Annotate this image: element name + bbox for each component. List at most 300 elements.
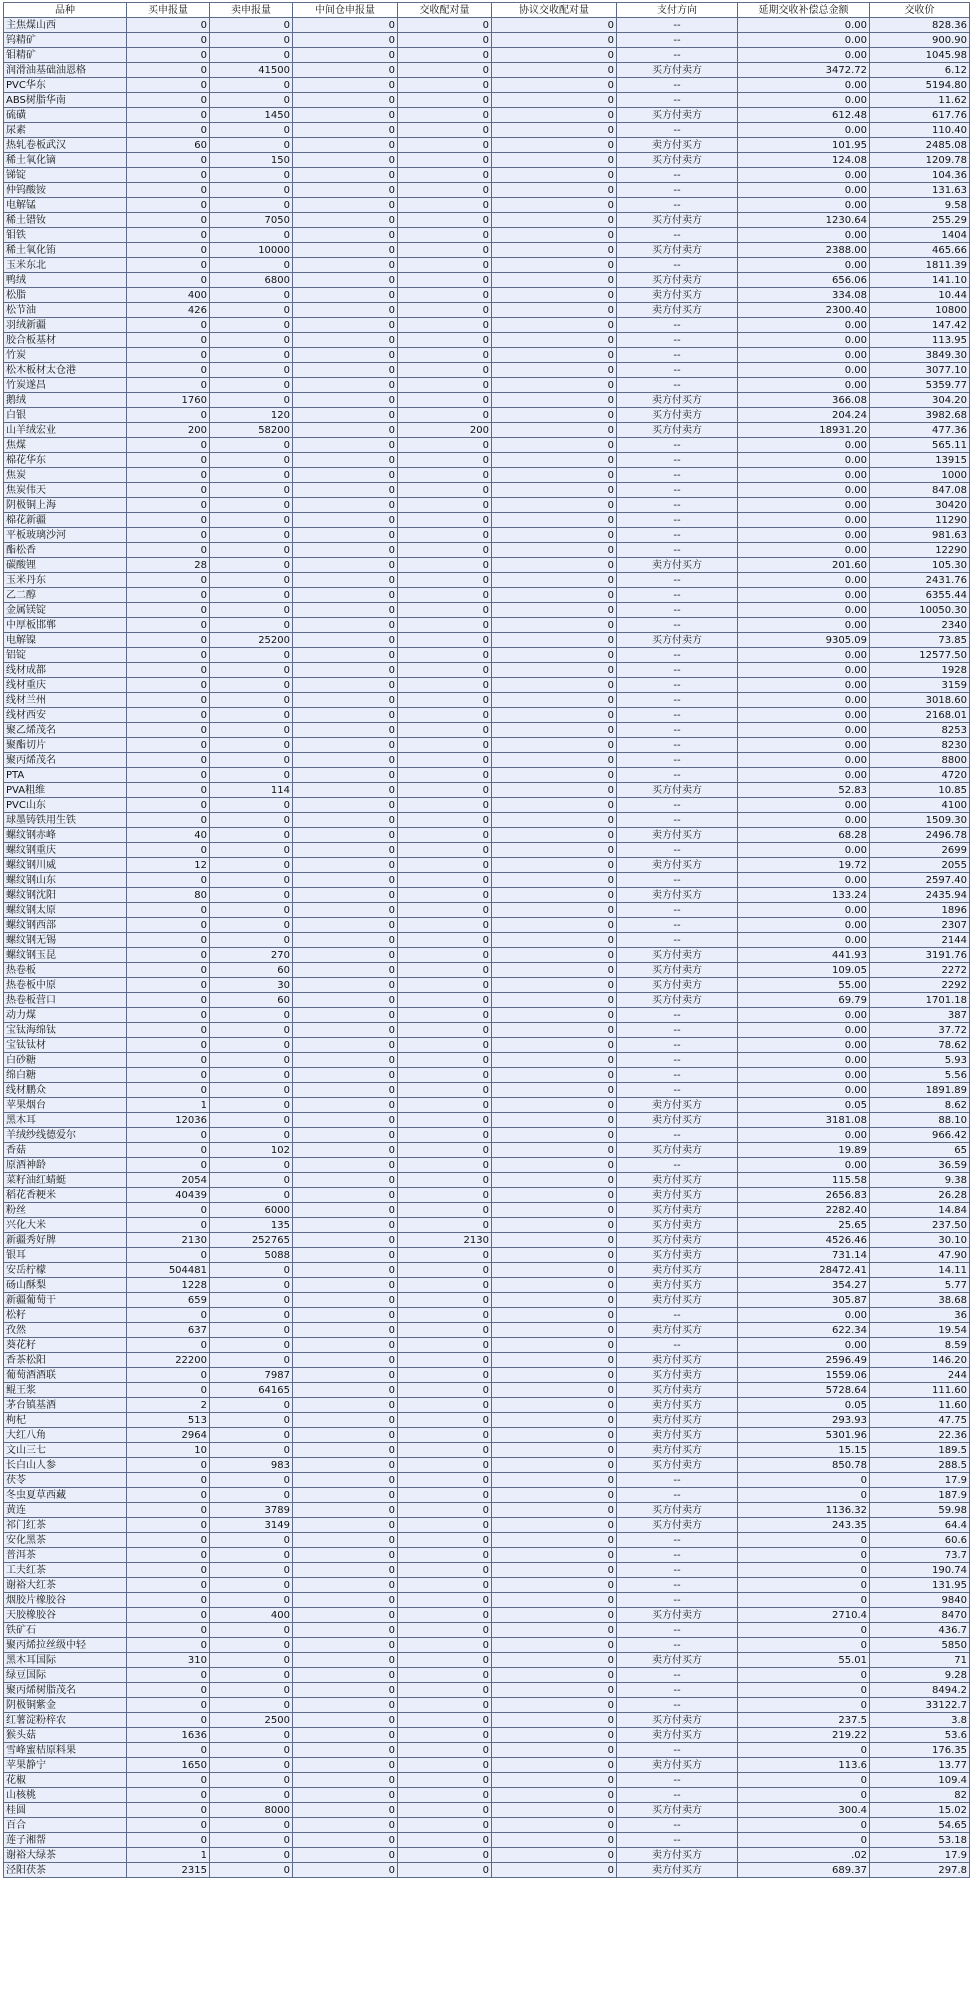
settlement-price-cell: 2144 (870, 933, 970, 948)
matched-volume-cell: 0 (398, 1143, 492, 1158)
sell-volume-cell: 0 (210, 813, 293, 828)
buy-volume-cell: 0 (127, 663, 210, 678)
sell-volume-cell: 0 (210, 1173, 293, 1188)
deferred-compensation-cell: 0.00 (738, 453, 870, 468)
sell-volume-cell: 0 (210, 1653, 293, 1668)
matched-volume-cell: 0 (398, 1848, 492, 1863)
deferred-compensation-cell: 366.08 (738, 393, 870, 408)
agreement-matched-cell: 0 (492, 228, 617, 243)
settlement-price-cell: 187.9 (870, 1488, 970, 1503)
table-row (4, 1323, 970, 1338)
deferred-compensation-cell: 0.00 (738, 723, 870, 738)
matched-volume-cell: 0 (398, 633, 492, 648)
payment-direction-cell: -- (617, 18, 738, 33)
buy-volume-cell: 0 (127, 618, 210, 633)
deferred-compensation-cell: 0.00 (738, 378, 870, 393)
matched-volume-cell: 0 (398, 1008, 492, 1023)
intermediate-warehouse-cell: 0 (293, 993, 398, 1008)
matched-volume-cell: 0 (398, 333, 492, 348)
agreement-matched-cell: 0 (492, 243, 617, 258)
matched-volume-cell: 0 (398, 468, 492, 483)
variety-cell: 润滑油基础油恩格 (4, 63, 127, 78)
buy-volume-cell: 310 (127, 1653, 210, 1668)
sell-volume-cell: 0 (210, 1353, 293, 1368)
variety-cell: 松脂 (4, 288, 127, 303)
agreement-matched-cell: 0 (492, 1248, 617, 1263)
variety-cell: 新疆葡萄干 (4, 1293, 127, 1308)
settlement-price-cell: 565.11 (870, 438, 970, 453)
agreement-matched-cell: 0 (492, 1368, 617, 1383)
table-row (4, 933, 970, 948)
agreement-matched-cell: 0 (492, 1473, 617, 1488)
intermediate-warehouse-cell: 0 (293, 1848, 398, 1863)
agreement-matched-cell: 0 (492, 1293, 617, 1308)
settlement-price-cell: 5.93 (870, 1053, 970, 1068)
agreement-matched-cell: 0 (492, 1443, 617, 1458)
agreement-matched-cell: 0 (492, 78, 617, 93)
payment-direction-cell: -- (617, 123, 738, 138)
payment-direction-cell: 卖方付买方 (617, 1758, 738, 1773)
payment-direction-cell: 卖方付买方 (617, 1173, 738, 1188)
matched-volume-cell: 0 (398, 903, 492, 918)
intermediate-warehouse-cell: 0 (293, 483, 398, 498)
payment-direction-cell: 买方付卖方 (617, 408, 738, 423)
settlement-price-cell: 1701.18 (870, 993, 970, 1008)
buy-volume-cell: 0 (127, 1713, 210, 1728)
settlement-price-cell: 297.8 (870, 1863, 970, 1878)
buy-volume-cell: 0 (127, 453, 210, 468)
intermediate-warehouse-cell: 0 (293, 168, 398, 183)
agreement-matched-cell: 0 (492, 198, 617, 213)
intermediate-warehouse-cell: 0 (293, 1443, 398, 1458)
buy-volume-cell: 0 (127, 93, 210, 108)
intermediate-warehouse-cell: 0 (293, 1428, 398, 1443)
agreement-matched-cell: 0 (492, 618, 617, 633)
agreement-matched-cell: 0 (492, 1803, 617, 1818)
settlement-price-cell: 387 (870, 1008, 970, 1023)
sell-volume-cell: 0 (210, 588, 293, 603)
agreement-matched-cell: 0 (492, 303, 617, 318)
matched-volume-cell: 0 (398, 1773, 492, 1788)
agreement-matched-cell: 0 (492, 138, 617, 153)
settlement-price-cell: 5850 (870, 1638, 970, 1653)
payment-direction-cell: -- (617, 573, 738, 588)
variety-cell: 热卷板中原 (4, 978, 127, 993)
intermediate-warehouse-cell: 0 (293, 1098, 398, 1113)
variety-cell: 焦炭伟天 (4, 483, 127, 498)
table-row (4, 843, 970, 858)
table-row (4, 1788, 970, 1803)
agreement-matched-cell: 0 (492, 468, 617, 483)
agreement-matched-cell: 0 (492, 123, 617, 138)
sell-volume-cell: 270 (210, 948, 293, 963)
payment-direction-cell: 卖方付买方 (617, 1428, 738, 1443)
deferred-compensation-cell: 0.00 (738, 603, 870, 618)
sell-volume-cell: 7987 (210, 1368, 293, 1383)
buy-volume-cell: 0 (127, 1458, 210, 1473)
agreement-matched-cell: 0 (492, 1068, 617, 1083)
table-row (4, 408, 970, 423)
table-row (4, 573, 970, 588)
agreement-matched-cell: 0 (492, 558, 617, 573)
payment-direction-cell: -- (617, 1053, 738, 1068)
deferred-compensation-cell: 3181.08 (738, 1113, 870, 1128)
table-row (4, 438, 970, 453)
buy-volume-cell: 0 (127, 1083, 210, 1098)
table-row (4, 18, 970, 33)
payment-direction-cell: 买方付卖方 (617, 213, 738, 228)
intermediate-warehouse-cell: 0 (293, 288, 398, 303)
settlement-price-cell: 47.75 (870, 1413, 970, 1428)
deferred-compensation-cell: 0.00 (738, 543, 870, 558)
settlement-price-cell: 3191.76 (870, 948, 970, 963)
matched-volume-cell: 0 (398, 303, 492, 318)
buy-volume-cell: 0 (127, 933, 210, 948)
intermediate-warehouse-cell: 0 (293, 588, 398, 603)
payment-direction-cell: 卖方付买方 (617, 1413, 738, 1428)
matched-volume-cell: 0 (398, 1098, 492, 1113)
settlement-price-cell: 8230 (870, 738, 970, 753)
intermediate-warehouse-cell: 0 (293, 1503, 398, 1518)
payment-direction-cell: -- (617, 1623, 738, 1638)
intermediate-warehouse-cell: 0 (293, 1623, 398, 1638)
matched-volume-cell: 0 (398, 1428, 492, 1443)
sell-volume-cell: 0 (210, 1038, 293, 1053)
agreement-matched-cell: 0 (492, 1023, 617, 1038)
agreement-matched-cell: 0 (492, 813, 617, 828)
variety-cell: 棉花华东 (4, 453, 127, 468)
intermediate-warehouse-cell: 0 (293, 1113, 398, 1128)
deferred-compensation-cell: 0 (738, 1623, 870, 1638)
variety-cell: 大红八角 (4, 1428, 127, 1443)
settlement-price-cell: 37.72 (870, 1023, 970, 1038)
variety-cell: 苹果烟台 (4, 1098, 127, 1113)
payment-direction-cell: 卖方付买方 (617, 303, 738, 318)
payment-direction-cell: 买方付卖方 (617, 63, 738, 78)
intermediate-warehouse-cell: 0 (293, 1368, 398, 1383)
agreement-matched-cell: 0 (492, 948, 617, 963)
table-row (4, 1833, 970, 1848)
agreement-matched-cell: 0 (492, 1203, 617, 1218)
sell-volume-cell: 0 (210, 1128, 293, 1143)
variety-cell: 稀土氧化镝 (4, 153, 127, 168)
intermediate-warehouse-cell: 0 (293, 1188, 398, 1203)
agreement-matched-cell: 0 (492, 993, 617, 1008)
buy-volume-cell: 0 (127, 1248, 210, 1263)
sell-volume-cell: 0 (210, 1413, 293, 1428)
matched-volume-cell: 0 (398, 1158, 492, 1173)
sell-volume-cell: 0 (210, 1668, 293, 1683)
intermediate-warehouse-cell: 0 (293, 393, 398, 408)
agreement-matched-cell: 0 (492, 1683, 617, 1698)
settlement-price-cell: 14.84 (870, 1203, 970, 1218)
deferred-compensation-cell: 0.00 (738, 1128, 870, 1143)
matched-volume-cell: 0 (398, 963, 492, 978)
intermediate-warehouse-cell: 0 (293, 1083, 398, 1098)
buy-volume-cell: 0 (127, 498, 210, 513)
agreement-matched-cell: 0 (492, 1188, 617, 1203)
agreement-matched-cell: 0 (492, 438, 617, 453)
intermediate-warehouse-cell: 0 (293, 798, 398, 813)
matched-volume-cell: 0 (398, 483, 492, 498)
payment-direction-cell: 买方付卖方 (617, 108, 738, 123)
payment-direction-cell: -- (617, 333, 738, 348)
deferred-compensation-cell: 3472.72 (738, 63, 870, 78)
sell-volume-cell: 0 (210, 528, 293, 543)
settlement-price-cell: 59.98 (870, 1503, 970, 1518)
buy-volume-cell: 513 (127, 1413, 210, 1428)
settlement-price-cell: 255.29 (870, 213, 970, 228)
settlement-price-cell: 3077.10 (870, 363, 970, 378)
variety-cell: 普洱茶 (4, 1548, 127, 1563)
sell-volume-cell: 0 (210, 1623, 293, 1638)
sell-volume-cell: 0 (210, 1293, 293, 1308)
variety-cell: 天胶橡胶谷 (4, 1608, 127, 1623)
matched-volume-cell: 0 (398, 198, 492, 213)
buy-volume-cell: 0 (127, 723, 210, 738)
buy-volume-cell: 0 (127, 1368, 210, 1383)
variety-cell: 钼铁 (4, 228, 127, 243)
intermediate-warehouse-cell: 0 (293, 1578, 398, 1593)
matched-volume-cell: 0 (398, 213, 492, 228)
intermediate-warehouse-cell: 0 (293, 108, 398, 123)
deferred-compensation-cell: 0.00 (738, 663, 870, 678)
matched-volume-cell: 0 (398, 1293, 492, 1308)
buy-volume-cell: 0 (127, 1803, 210, 1818)
deferred-compensation-cell: 0.00 (738, 1053, 870, 1068)
payment-direction-cell: 买方付卖方 (617, 153, 738, 168)
payment-direction-cell: -- (617, 1008, 738, 1023)
buy-volume-cell: 0 (127, 1698, 210, 1713)
agreement-matched-cell: 0 (492, 1833, 617, 1848)
agreement-matched-cell: 0 (492, 1353, 617, 1368)
deferred-compensation-cell: 25.65 (738, 1218, 870, 1233)
buy-volume-cell: 0 (127, 1218, 210, 1233)
payment-direction-cell: -- (617, 498, 738, 513)
intermediate-warehouse-cell: 0 (293, 1608, 398, 1623)
settlement-price-cell: 14.11 (870, 1263, 970, 1278)
matched-volume-cell: 0 (398, 648, 492, 663)
sell-volume-cell: 30 (210, 978, 293, 993)
matched-volume-cell: 0 (398, 153, 492, 168)
table-row (4, 708, 970, 723)
variety-cell: 螺纹钢玉昆 (4, 948, 127, 963)
settlement-price-cell: 10.85 (870, 783, 970, 798)
matched-volume-cell: 0 (398, 1803, 492, 1818)
buy-volume-cell: 0 (127, 123, 210, 138)
agreement-matched-cell: 0 (492, 1323, 617, 1338)
payment-direction-cell: -- (617, 1563, 738, 1578)
matched-volume-cell: 0 (398, 1068, 492, 1083)
settlement-price-cell: 9.28 (870, 1668, 970, 1683)
variety-cell: 茅台镇基酒 (4, 1398, 127, 1413)
deferred-compensation-cell: 0 (738, 1773, 870, 1788)
payment-direction-cell: 卖方付买方 (617, 1098, 738, 1113)
agreement-matched-cell: 0 (492, 1698, 617, 1713)
deferred-compensation-cell: 441.93 (738, 948, 870, 963)
matched-volume-cell: 0 (398, 93, 492, 108)
variety-cell: 孜然 (4, 1323, 127, 1338)
buy-volume-cell: 0 (127, 363, 210, 378)
deferred-compensation-cell: 18931.20 (738, 423, 870, 438)
settlement-price-cell: 13.77 (870, 1758, 970, 1773)
deferred-compensation-cell: 5301.96 (738, 1428, 870, 1443)
table-row (4, 1743, 970, 1758)
table-row (4, 243, 970, 258)
table-row (4, 1338, 970, 1353)
intermediate-warehouse-cell: 0 (293, 1803, 398, 1818)
buy-volume-cell: 12036 (127, 1113, 210, 1128)
buy-volume-cell: 0 (127, 1023, 210, 1038)
agreement-matched-cell: 0 (492, 1533, 617, 1548)
intermediate-warehouse-cell: 0 (293, 1068, 398, 1083)
buy-volume-cell: 0 (127, 1683, 210, 1698)
variety-cell: PTA (4, 768, 127, 783)
intermediate-warehouse-cell: 0 (293, 1683, 398, 1698)
settlement-price-cell: 3849.30 (870, 348, 970, 363)
variety-cell: 阴极铜上海 (4, 498, 127, 513)
settlement-price-cell: 26.28 (870, 1188, 970, 1203)
payment-direction-cell: -- (617, 513, 738, 528)
deferred-compensation-cell: 0.00 (738, 753, 870, 768)
deferred-compensation-cell: 124.08 (738, 153, 870, 168)
deferred-compensation-cell: 0.00 (738, 348, 870, 363)
sell-volume-cell: 0 (210, 198, 293, 213)
intermediate-warehouse-cell: 0 (293, 918, 398, 933)
payment-direction-cell: -- (617, 1128, 738, 1143)
agreement-matched-cell: 0 (492, 1563, 617, 1578)
table-row (4, 333, 970, 348)
intermediate-warehouse-cell: 0 (293, 123, 398, 138)
matched-volume-cell: 0 (398, 783, 492, 798)
payment-direction-cell: -- (617, 1638, 738, 1653)
payment-direction-cell: 卖方付买方 (617, 828, 738, 843)
sell-volume-cell: 0 (210, 498, 293, 513)
settlement-price-cell: 981.63 (870, 528, 970, 543)
variety-cell: 电解镍 (4, 633, 127, 648)
intermediate-warehouse-cell: 0 (293, 363, 398, 378)
sell-volume-cell: 0 (210, 1338, 293, 1353)
payment-direction-cell: -- (617, 1338, 738, 1353)
table-row (4, 1488, 970, 1503)
agreement-matched-cell: 0 (492, 423, 617, 438)
sell-volume-cell: 0 (210, 1788, 293, 1803)
matched-volume-cell: 0 (398, 1083, 492, 1098)
table-row (4, 123, 970, 138)
agreement-matched-cell: 0 (492, 1548, 617, 1563)
sell-volume-cell: 5088 (210, 1248, 293, 1263)
sell-volume-cell: 58200 (210, 423, 293, 438)
agreement-matched-cell: 0 (492, 318, 617, 333)
payment-direction-cell: -- (617, 1158, 738, 1173)
intermediate-warehouse-cell: 0 (293, 1818, 398, 1833)
variety-cell: 焦炭 (4, 468, 127, 483)
deferred-compensation-cell: 1230.64 (738, 213, 870, 228)
payment-direction-cell: -- (617, 768, 738, 783)
settlement-price-cell: 17.9 (870, 1473, 970, 1488)
intermediate-warehouse-cell: 0 (293, 1698, 398, 1713)
agreement-matched-cell: 0 (492, 1593, 617, 1608)
agreement-matched-cell: 0 (492, 933, 617, 948)
table-row (4, 1413, 970, 1428)
agreement-matched-cell: 0 (492, 1098, 617, 1113)
table-row (4, 1503, 970, 1518)
deferred-compensation-cell: 689.37 (738, 1863, 870, 1878)
variety-cell: 鲲王浆 (4, 1383, 127, 1398)
sell-volume-cell: 252765 (210, 1233, 293, 1248)
table-row (4, 468, 970, 483)
settlement-price-cell: 12577.50 (870, 648, 970, 663)
intermediate-warehouse-cell: 0 (293, 1788, 398, 1803)
table-row (4, 213, 970, 228)
agreement-matched-cell: 0 (492, 1638, 617, 1653)
table-row (4, 1218, 970, 1233)
settlement-price-cell: 104.36 (870, 168, 970, 183)
settlement-price-cell: 477.36 (870, 423, 970, 438)
payment-direction-cell: 买方付卖方 (617, 1218, 738, 1233)
table-row (4, 1458, 970, 1473)
agreement-matched-cell: 0 (492, 213, 617, 228)
settlement-price-cell: 147.42 (870, 318, 970, 333)
sell-volume-cell: 6000 (210, 1203, 293, 1218)
agreement-matched-cell: 0 (492, 1713, 617, 1728)
table-row (4, 1173, 970, 1188)
table-row (4, 138, 970, 153)
deferred-compensation-cell: 19.89 (738, 1143, 870, 1158)
variety-cell: 稀土镨钕 (4, 213, 127, 228)
deferred-compensation-cell: 113.6 (738, 1758, 870, 1773)
payment-direction-cell: -- (617, 228, 738, 243)
intermediate-warehouse-header: 中间仓申报量 (293, 3, 398, 18)
deferred-compensation-cell: 0.00 (738, 528, 870, 543)
payment-direction-cell: 卖方付买方 (617, 1113, 738, 1128)
deferred-compensation-cell: 204.24 (738, 408, 870, 423)
settlement-price-cell: 113.95 (870, 333, 970, 348)
payment-direction-cell: -- (617, 1533, 738, 1548)
agreement-matched-cell: 0 (492, 1788, 617, 1803)
table-row (4, 483, 970, 498)
matched-volume-cell: 0 (398, 1473, 492, 1488)
settlement-price-cell: 36 (870, 1308, 970, 1323)
settlement-price-cell: 10800 (870, 303, 970, 318)
variety-cell: 竹炭 (4, 348, 127, 363)
sell-volume-cell: 0 (210, 453, 293, 468)
buy-volume-cell: 0 (127, 78, 210, 93)
agreement-matched-cell: 0 (492, 693, 617, 708)
deferred-compensation-cell: 731.14 (738, 1248, 870, 1263)
deferred-compensation-cell: 0.00 (738, 813, 870, 828)
table-row (4, 858, 970, 873)
agreement-matched-cell: 0 (492, 1278, 617, 1293)
deferred-compensation-cell: 0 (738, 1563, 870, 1578)
table-row (4, 633, 970, 648)
intermediate-warehouse-cell: 0 (293, 1293, 398, 1308)
agreement-matched-cell: 0 (492, 333, 617, 348)
sell-volume-cell: 0 (210, 573, 293, 588)
agreement-matched-cell: 0 (492, 648, 617, 663)
payment-direction-cell: 买方付卖方 (617, 1458, 738, 1473)
agreement-matched-cell: 0 (492, 783, 617, 798)
intermediate-warehouse-cell: 0 (293, 1563, 398, 1578)
sell-volume-cell: 0 (210, 1278, 293, 1293)
settlement-price-cell: 189.5 (870, 1443, 970, 1458)
sell-volume-cell: 0 (210, 1593, 293, 1608)
deferred-compensation-cell: 0.00 (738, 1308, 870, 1323)
matched-volume-cell: 0 (398, 1398, 492, 1413)
buy-volume-cell: 0 (127, 783, 210, 798)
agreement-matched-cell: 0 (492, 588, 617, 603)
table-row (4, 1263, 970, 1278)
